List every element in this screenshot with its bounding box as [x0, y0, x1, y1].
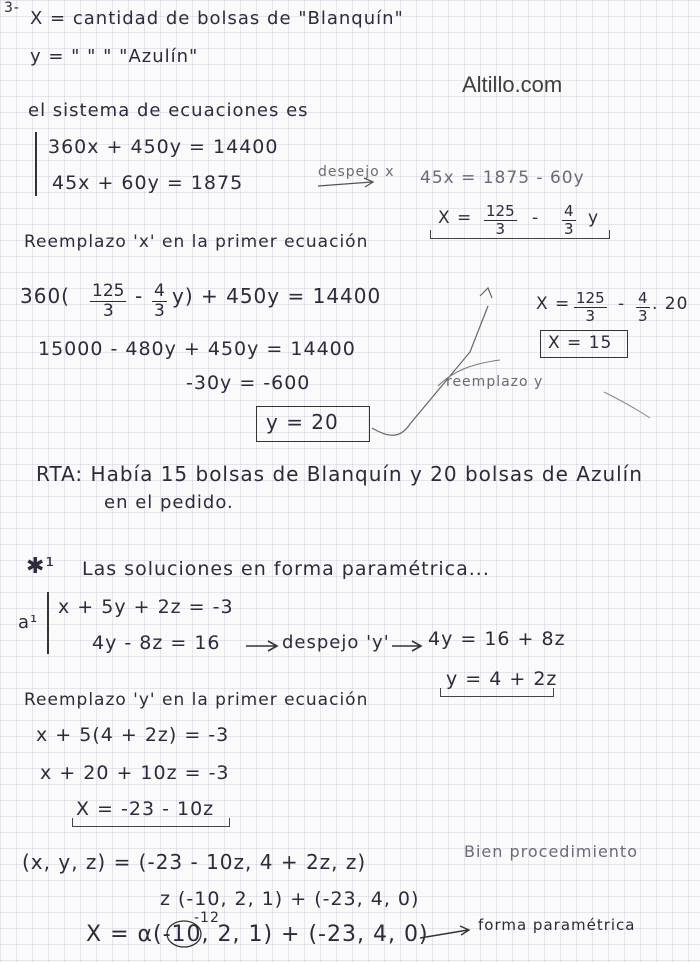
param-step2: x + 20 + 10z = -3: [40, 762, 230, 784]
correction-circle-icon: [167, 921, 201, 947]
sub-line1-num1: 125: [92, 281, 125, 301]
teacher-correction: -12: [194, 910, 220, 926]
replace-y-arrowhead-icon: [480, 288, 492, 298]
x-calc-num2: 4: [638, 289, 648, 307]
system-eq2: 45x + 60y = 1875: [52, 172, 244, 194]
answer-line2: en el pedido.: [104, 492, 234, 513]
sub-line1-a: 360(: [20, 284, 70, 308]
clear-x-label: despejo x: [318, 164, 395, 180]
x-result: X = 15: [548, 333, 613, 353]
x-expr-var: y: [588, 208, 600, 228]
param-tuple: (x, y, z) = (-23 - 10z, 4 + 2z, z): [22, 850, 367, 874]
y-result: y = 20: [266, 410, 339, 434]
page-number: 3-: [4, 0, 20, 16]
sub-line2: 15000 - 480y + 450y = 14400: [38, 338, 356, 360]
clear-y-label: despejo 'y': [282, 632, 390, 653]
x-expr-lhs: X =: [438, 208, 473, 228]
x-expr-minus: -: [532, 208, 540, 228]
sub-line1-den2: 3: [154, 300, 165, 321]
teacher-comment: Bien procedimiento: [464, 842, 638, 861]
replace-y-hook-icon: [438, 360, 500, 386]
x-expr-num1: 125: [486, 202, 515, 220]
answer-line1: RTA: Había 15 bolsas de Blanquín y 20 bolsas de Azulín: [36, 462, 643, 486]
param-final: X = α(-10, 2, 1) + (-23, 4, 0): [86, 922, 429, 947]
x-expr-den2: 3: [564, 219, 574, 238]
replace-y-tail-icon: [604, 392, 650, 418]
param-cleared: 4y = 16 + 8z: [428, 628, 566, 650]
x-definition: X = cantidad de bolsas de "Blanquín": [30, 8, 404, 29]
system-eq1: 360x + 450y = 14400: [48, 136, 279, 158]
sub-line1-b: y) + 450y = 14400: [172, 284, 382, 308]
x-calc-num1: 125: [576, 289, 605, 307]
param-arrow-icon: [246, 641, 277, 651]
system-intro: el sistema de ecuaciones es: [28, 100, 309, 121]
watermark: Altillo.com: [462, 72, 563, 97]
x-calc-den2: 3: [638, 306, 648, 325]
replace-y-curve-icon: [372, 306, 488, 435]
x-calc-minus: -: [618, 294, 626, 314]
parametric-title: Las soluciones en forma paramétrica...: [82, 558, 490, 580]
sub-line3: -30y = -600: [186, 372, 311, 394]
star-mark: ✱¹: [26, 554, 56, 579]
substitution-intro: Reemplazo 'x' en la primer ecuación: [24, 232, 369, 252]
final-arrow-icon: [420, 926, 469, 938]
final-label: forma paramétrica: [478, 916, 636, 934]
x-calc-tail: . 20: [652, 294, 689, 314]
param-y-result: y = 4 + 2z: [446, 668, 558, 690]
sub-line1-minus: -: [135, 284, 144, 308]
param-eq1: x + 5y + 2z = -3: [58, 596, 234, 618]
x-expr-den1: 3: [495, 219, 506, 238]
replace-y-label: reemplazo y: [446, 374, 544, 390]
param-eq2: 4y - 8z = 16: [92, 632, 221, 654]
sub-line1-num2: 4: [154, 281, 165, 301]
cleared-equation: 45x = 1875 - 60y: [420, 168, 585, 188]
param-replace-intro: Reemplazo 'y' en la primer ecuación: [24, 690, 369, 710]
param-step1: x + 5(4 + 2z) = -3: [36, 724, 230, 746]
y-definition: y = " " " "Azulín": [30, 46, 199, 67]
param-vector-form: z (-10, 2, 1) + (-23, 4, 0): [160, 888, 420, 910]
param-arrow2-icon: [392, 641, 421, 651]
system-label: a¹: [18, 612, 39, 633]
clear-x-arrow-icon: [318, 178, 373, 187]
param-x-result: X = -23 - 10z: [76, 798, 215, 820]
x-calc-lhs: X =: [536, 294, 571, 314]
sub-line1-den1: 3: [102, 300, 114, 321]
x-expr-num2: 4: [564, 202, 574, 220]
x-calc-den1: 3: [585, 306, 596, 325]
